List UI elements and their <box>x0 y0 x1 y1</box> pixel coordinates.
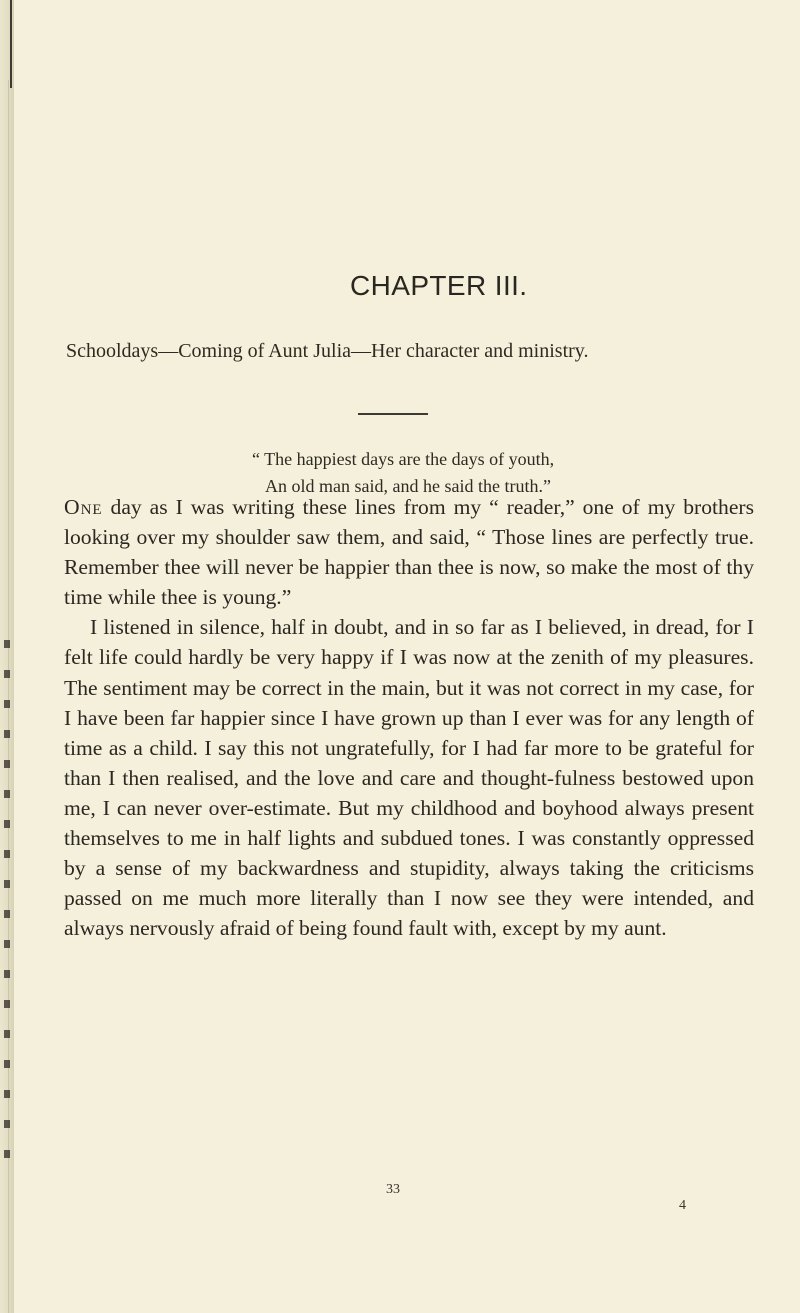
section-divider-rule <box>358 413 428 415</box>
epigraph-line-1: “ The happiest days are the days of youth, <box>252 449 555 469</box>
body-text <box>64 492 754 943</box>
chapter-synopsis: Schooldays—Coming of Aunt Julia—Her character and ministry. <box>66 340 589 362</box>
signature-mark: 4 <box>679 1198 686 1213</box>
paragraph-1-lead-word: One <box>64 495 103 519</box>
paragraph-2: I listened in silence, half in doubt, and in so far as I believed, in dread, for I felt life could hardly be very happy if I was now at the zenith of my pleasures. The sentiment may be correct in the main, but it was not correct in my case, for I have been far happier since I have grown up than I ever was for any length of time as a child. I say this not ungratefully, for I had far more to be grateful for than I then realised, and the love and care and thought-fulness bestowed upon me, I can never over-estimate. But my childhood and boyhood always present themselves to me in half lights and subdued tones. I was constantly oppressed by a sense of my backwardness and stupidity, always taking the criticisms passed on me much more literally than I now see they were intended, and always nervously afraid of being found fault with, except by my aunt. <box>64 615 754 941</box>
paragraph-1 <box>64 492 754 612</box>
epigraph-line-2: An old man said, and he said the truth.” <box>265 476 551 496</box>
paragraph-1-text: day as I was writing these lines from my “ reader,” one of my brothers looking over my shoulder saw them, and said, “ Those lines are perfectly true. Remember thee will never be happier than thee is now, so make the most of thy time while thee is young.” <box>64 495 754 610</box>
page-number: 33 <box>386 1182 400 1197</box>
binding-edge-shadows <box>4 640 10 1160</box>
chapter-title: CHAPTER III. <box>350 270 528 301</box>
binding-edge-line <box>10 0 12 88</box>
